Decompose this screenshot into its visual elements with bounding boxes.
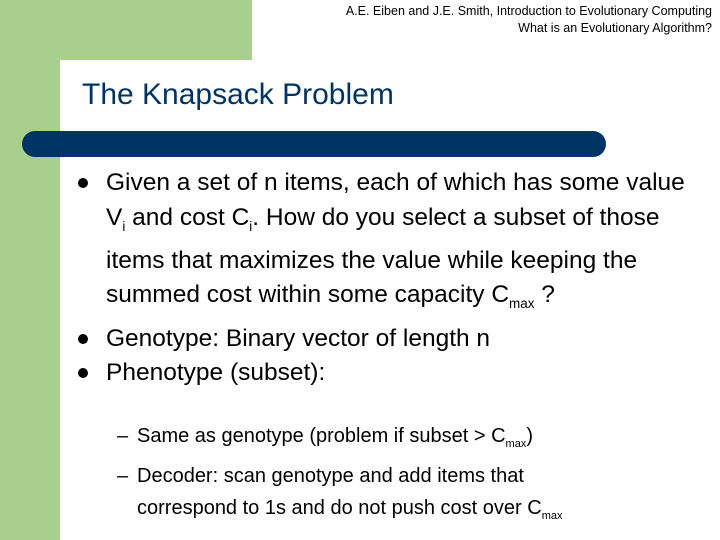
- subscript-max: max: [509, 296, 535, 312]
- sub-bullet-text: Decoder: scan genotype and add items that: [137, 465, 524, 487]
- bullet-text: . How do you select a subset of those items that maximizes the value while keeping the summed cost within some capacity C: [106, 203, 660, 309]
- header-line-2: What is an Evolutionary Algorithm?: [518, 21, 712, 35]
- title-divider-bar: [22, 131, 606, 157]
- bullet-text: Genotype: Binary vector of length n: [106, 324, 491, 352]
- sub-bullet-item-decoder: [117, 460, 707, 532]
- sub-bullet-list: [117, 420, 707, 532]
- bullet-dot-icon: [78, 334, 88, 344]
- green-side-band: [0, 0, 60, 540]
- dash-icon: –: [117, 465, 129, 487]
- bullet-item-problem: [78, 166, 708, 322]
- subscript-max: max: [541, 510, 563, 522]
- slide-title: The Knapsack Problem: [82, 78, 394, 111]
- bullet-text: ?: [534, 281, 555, 309]
- dash-icon: –: [117, 425, 129, 447]
- subscript-i: i: [122, 218, 126, 234]
- bullet-list: [78, 166, 708, 391]
- subscript-max: max: [505, 438, 527, 450]
- bullet-text: Phenotype (subset):: [106, 359, 326, 387]
- subscript-i: i: [249, 218, 253, 234]
- bullet-item-genotype: [78, 322, 708, 357]
- sub-bullet-text-line-2: [137, 492, 707, 532]
- bullet-dot-icon: [78, 178, 88, 188]
- bullet-text: and cost C: [125, 203, 250, 231]
- sub-bullet-text: correspond to 1s and do not push cost over C: [137, 497, 542, 519]
- sub-bullet-text: ): [526, 425, 533, 447]
- slide-header: [346, 3, 712, 37]
- bullet-item-phenotype: [78, 356, 708, 391]
- sub-bullet-text: Same as genotype (problem if subset > C: [137, 425, 506, 447]
- bullet-dot-icon: [78, 368, 88, 378]
- bullet-text: Given a set of n items, each of which has some value V: [106, 169, 685, 231]
- sub-bullet-item-same: [117, 420, 707, 460]
- header-line-1: A.E. Eiben and J.E. Smith, Introduction to Evolutionary Computing: [345, 4, 712, 18]
